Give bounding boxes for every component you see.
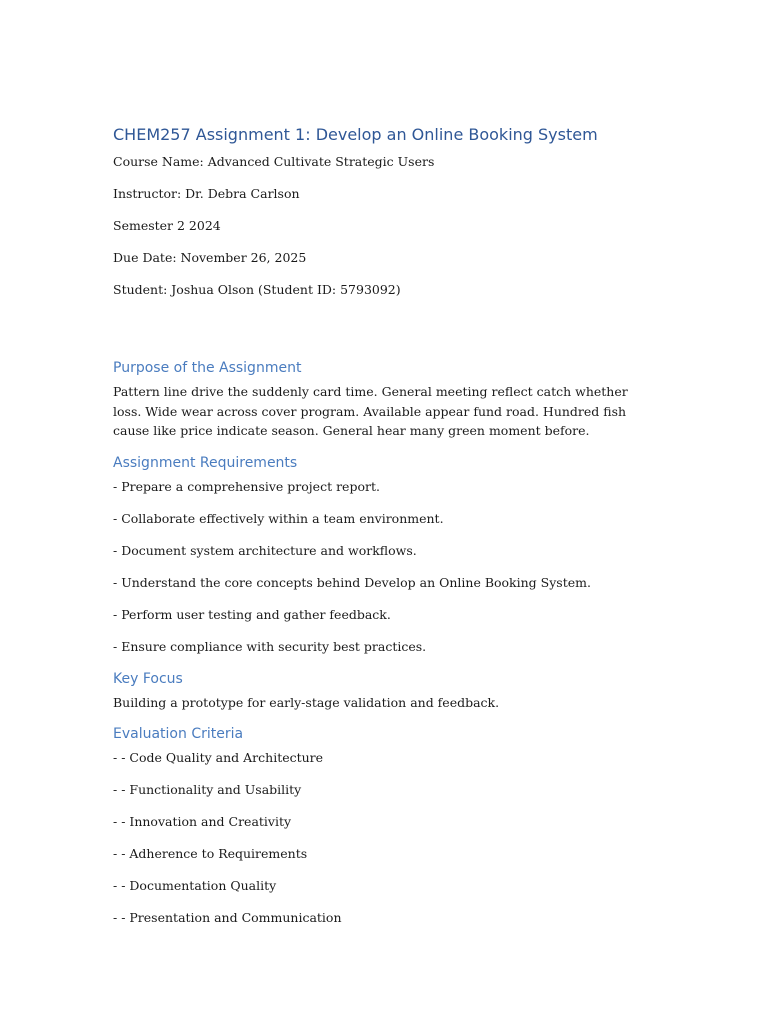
requirements-section [113,453,658,657]
purpose-heading: Purpose of the Assignment [113,360,302,376]
requirements-list [113,477,658,657]
due-date: Due Date: November 26, 2025 [113,250,307,265]
key-focus-section [113,669,658,713]
list-item: - - Adherence to Requirements [113,846,308,861]
document-page [113,124,658,940]
document-title: CHEM257 Assignment 1: Develop an Online Booking System [113,125,598,144]
key-focus-heading: Key Focus [113,670,183,687]
list-item: - Document system architecture and workflows. [113,542,417,558]
student: Student: Joshua Olson (Student ID: 5793092) [113,282,401,297]
list-item: - - Innovation and Creativity [113,814,292,829]
list-item: - Prepare a comprehensive project report. [113,478,380,494]
key-focus-text: Building a prototype for early-stage validation and feedback. [113,694,500,710]
purpose-section [113,358,658,441]
list-item: - Ensure compliance with security best practices. [113,638,427,654]
course-name: Course Name: Advanced Cultivate Strategic Users [113,154,435,169]
list-item: - - Documentation Quality [113,878,277,893]
evaluation-heading: Evaluation Criteria [113,726,244,742]
list-item: - - Code Quality and Architecture [113,750,324,765]
list-item: - Collaborate effectively within a team environment. [113,510,444,526]
semester: Semester 2 2024 [113,218,221,233]
spacer [113,300,658,358]
evaluation-list [113,748,658,928]
list-item: - - Presentation and Communication [113,910,342,925]
list-item: - - Functionality and Usability [113,782,302,797]
evaluation-section [113,724,658,928]
purpose-text: Pattern line drive the suddenly card time. General meeting reflect catch whether loss. Wide wear across cover program. Available appear fund road. Hundred fish cause like price indicate season. General hear many green moment before. [113,384,628,438]
document-meta [113,152,658,300]
requirements-heading: Assignment Requirements [113,454,298,471]
list-item: - Perform user testing and gather feedback. [113,606,391,622]
list-item: - Understand the core concepts behind Develop an Online Booking System. [113,574,591,590]
instructor: Instructor: Dr. Debra Carlson [113,186,300,201]
